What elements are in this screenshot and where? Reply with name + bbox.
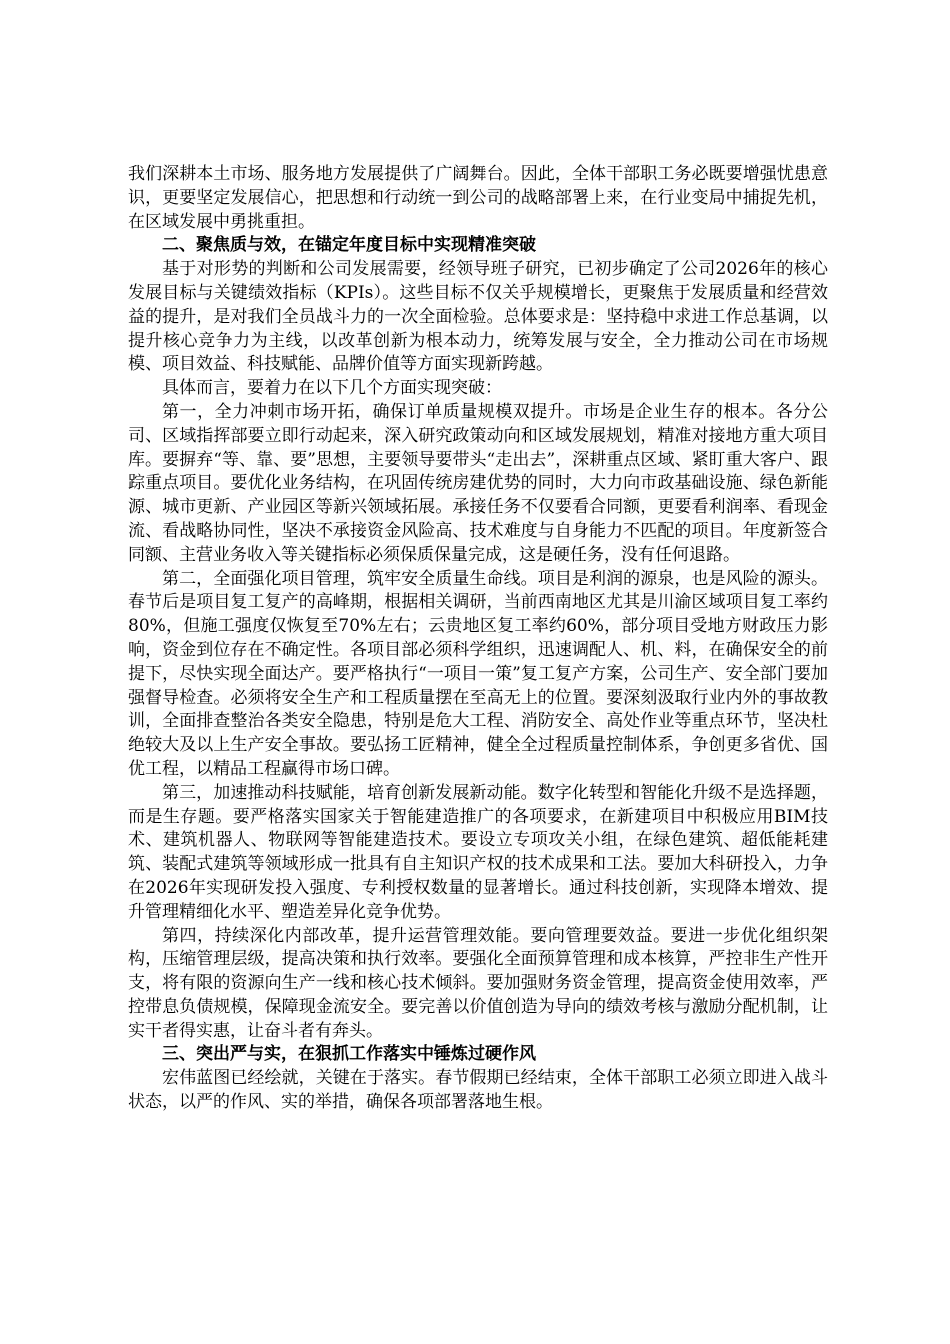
section-heading: 二、聚焦质与效，在锚定年度目标中实现精准突破 [162,235,536,256]
body-paragraph: 宏伟蓝图已经绘就，关键在于落实。春节假期已经结束，全体干部职工必须立即进入战斗状态，以严的作风、实的举措，确保各项部署落地生根。 [128,1068,828,1113]
body-paragraph: 第一，全力冲刺市场开拓，确保订单质量规模双提升。市场是企业生存的根本。各分公司、区域指挥部要立即行动起来，深入研究政策动向和区域发展规划，精准对接地方重大项目库。要摒弃“等、靠、要”思想，主要领导要带头“走出去”，深耕重点区域、紧盯重大客户、跟踪重点项目。要优化业务结构，在巩固传统房建优势的同时，大力向市政基础设施、绿色新能源、城市更新、产业园区等新兴领域拓展。承接任务不仅要看合同额，更要看利润率、看现金流、看战略协同性，坚决不承接资金风险高、技术难度与自身能力不匹配的项目。年度新签合同额、主营业务收入等关键指标必须保质保量完成，这是硬任务，没有任何退路。 [128,401,828,565]
section-heading: 三、突出严与实，在狠抓工作落实中锤炼过硬作风 [162,1044,536,1065]
body-paragraph: 我们深耕本土市场、服务地方发展提供了广阔舞台。因此，全体干部职工务必既要增强忧患意识，更要坚定发展信心，把思想和行动统一到公司的战略部署上来，在行业变局中捕捉先机，在区域发展中勇挑重担。 [128,164,828,232]
body-paragraph: 基于对形势的判断和公司发展需要，经领导班子研究，已初步确定了公司2026年的核心发展目标与关键绩效指标（KPIs）。这些目标不仅关乎规模增长，更聚焦于发展质量和经营效益的提升，是对我们全员战斗力的一次全面检验。总体要求是：坚持稳中求进工作总基调，以提升核心竞争力为主线，以改革创新为根本动力，统筹发展与安全，全力推动公司在市场规模、项目效益、科技赋能、品牌价值等方面实现新跨越。 [128,259,828,375]
body-paragraph: 具体而言，要着力在以下几个方面实现突破： [162,378,502,399]
document-page [128,163,828,1115]
body-paragraph: 第二，全面强化项目管理，筑牢安全质量生命线。项目是利润的源泉，也是风险的源头。春节后是项目复工复产的高峰期，根据相关调研，当前西南地区尤其是川渝区域项目复工率约80%，但施工强度仅恢复至70%左右；云贵地区复工率约60%，部分项目受地方财政压力影响，资金到位存在不确定性。各项目部必须科学组织，迅速调配人、机、料，在确保安全的前提下，尽快实现全面达产。要严格执行“一项目一策”复工复产方案，公司生产、安全部门要加强督导检查。必须将安全生产和工程质量摆在至高无上的位置。要深刻汲取行业内外的事故教训，全面排查整治各类安全隐患，特别是危大工程、消防安全、高处作业等重点环节，坚决杜绝较大及以上生产安全事故。要弘扬工匠精神，健全全过程质量控制体系，争创更多省优、国优工程，以精品工程赢得市场口碑。 [128,568,828,779]
body-paragraph: 第四，持续深化内部改革，提升运营管理效能。要向管理要效益。要进一步优化组织架构，压缩管理层级，提高决策和执行效率。要强化全面预算管理和成本核算，严控非生产性开支，将有限的资源向生产一线和核心技术倾斜。要加强财务资金管理，提高资金使用效率，严控带息负债规模，保障现金流安全。要完善以价值创造为导向的绩效考核与激励分配机制，让实干者得实惠，让奋斗者有奔头。 [128,925,828,1041]
body-paragraph: 第三，加速推动科技赋能，培育创新发展新动能。数字化转型和智能化升级不是选择题，而是生存题。要严格落实国家关于智能建造推广的各项要求，在新建项目中积极应用BIM技术、建筑机器人、物联网等智能建造技术。要设立专项攻关小组，在绿色建筑、超低能耗建筑、装配式建筑等领域形成一批具有自主知识产权的技术成果和工法。要加大科研投入，力争在2026年实现研发投入强度、专利授权数量的显著增长。通过科技创新，实现降本增效、提升管理精细化水平、塑造差异化竞争优势。 [128,782,828,922]
